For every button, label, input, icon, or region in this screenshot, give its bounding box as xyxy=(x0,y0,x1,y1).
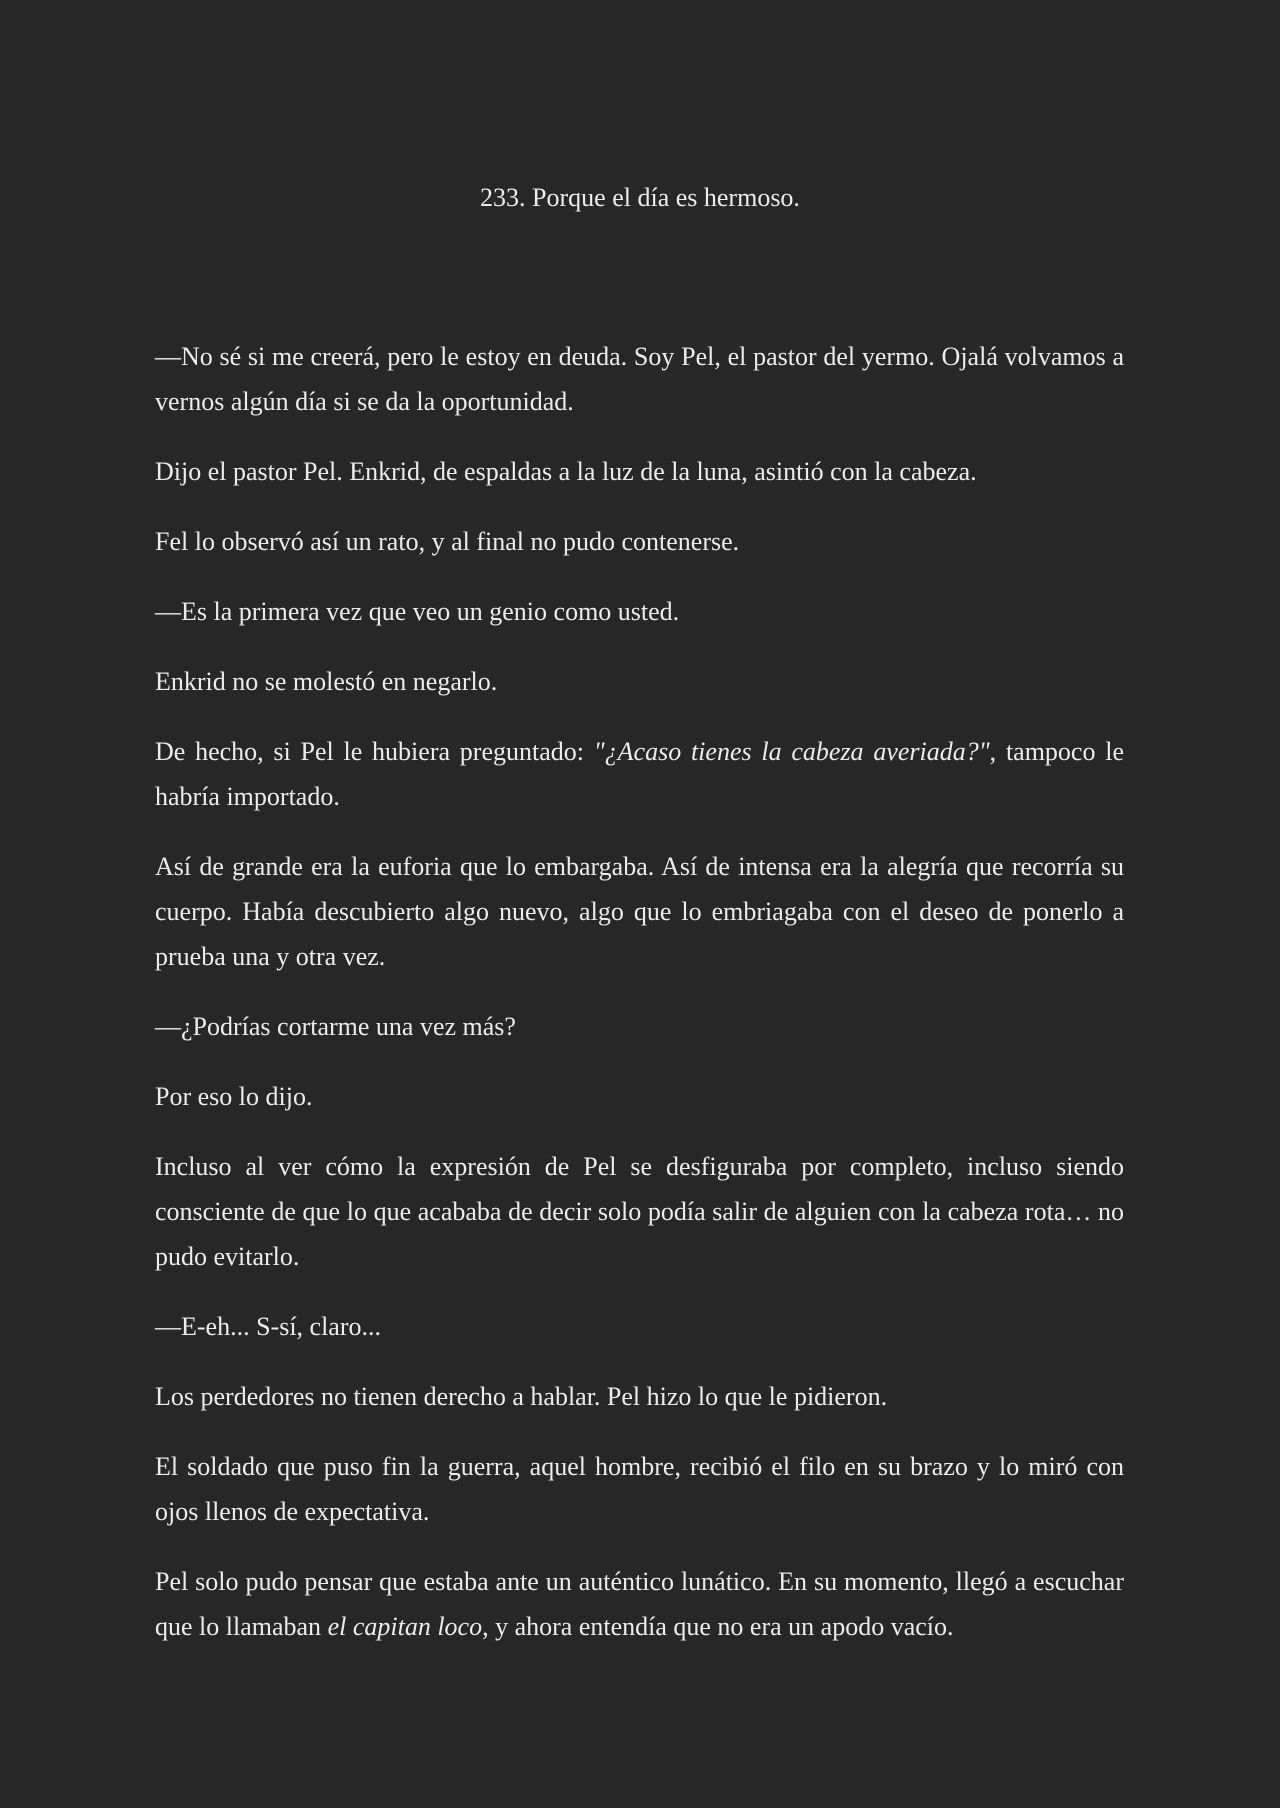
paragraph-text: Pel solo pudo pensar que estaba ante un auténtico lunático. En su momento, llegó a escuchar que lo llamaban xyxy=(155,1567,1124,1641)
italic-nickname: el capitan loco xyxy=(327,1612,483,1641)
paragraph: —No sé si me creerá, pero le estoy en deuda. Soy Pel, el pastor del yermo. Ojalá volvamos a vernos algún día si se da la oportunidad. xyxy=(155,342,1124,416)
paragraph: Enkrid no se molestó en negarlo. xyxy=(155,667,498,696)
paragraph: Por eso lo dijo. xyxy=(155,1082,313,1111)
paragraph: Incluso al ver cómo la expresión de Pel se desfiguraba por completo, incluso siendo consciente de que lo que acababa de decir solo podía salir de alguien con la cabeza rota… no pudo evitarlo. xyxy=(155,1152,1124,1271)
paragraph xyxy=(155,729,1124,819)
paragraph xyxy=(155,1559,1124,1649)
paragraph-text: , tampoco le habría importado. xyxy=(155,737,1124,811)
chapter-body xyxy=(155,334,1124,1674)
paragraph-text: , y ahora entendía que no era un apodo vacío. xyxy=(482,1612,954,1641)
paragraph: —Es la primera vez que veo un genio como usted. xyxy=(155,597,680,626)
paragraph: Dijo el pastor Pel. Enkrid, de espaldas a la luz de la luna, asintió con la cabeza. xyxy=(155,457,977,486)
paragraph: —E-eh... S-sí, claro... xyxy=(155,1312,382,1341)
paragraph: Fel lo observó así un rato, y al final no pudo contenerse. xyxy=(155,527,740,556)
italic-quote: "¿Acaso tienes la cabeza averiada?" xyxy=(593,737,990,766)
chapter-title: 233. Porque el día es hermoso. xyxy=(480,183,800,212)
paragraph-text: De hecho, si Pel le hubiera preguntado: xyxy=(155,737,594,766)
paragraph: El soldado que puso fin la guerra, aquel hombre, recibió el filo en su brazo y lo miró con ojos llenos de expectativa. xyxy=(155,1452,1124,1526)
paragraph: Los perdedores no tienen derecho a hablar. Pel hizo lo que le pidieron. xyxy=(155,1382,888,1411)
paragraph: Así de grande era la euforia que lo embargaba. Así de intensa era la alegría que recorría su cuerpo. Había descubierto algo nuevo, algo que lo embriagaba con el deseo de ponerlo a prueba una y otra vez. xyxy=(155,852,1124,971)
paragraph: —¿Podrías cortarme una vez más? xyxy=(155,1012,516,1041)
